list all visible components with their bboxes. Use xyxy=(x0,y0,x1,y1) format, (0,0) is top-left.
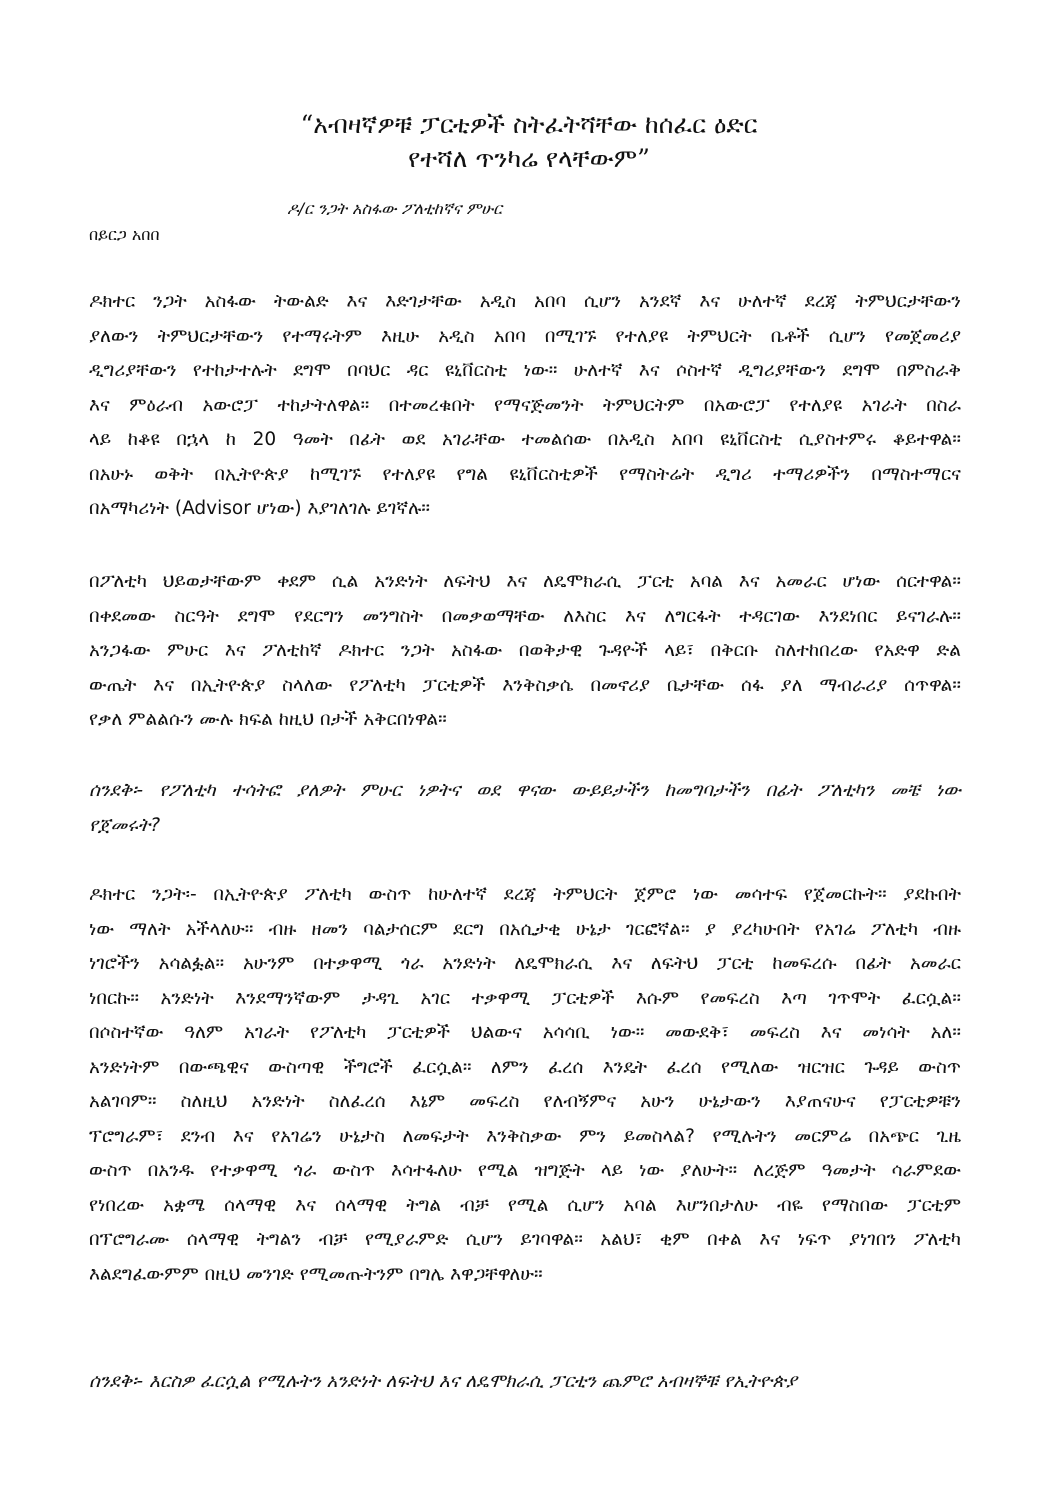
byline: በይርጋ አበበ xyxy=(89,225,160,244)
article-title-line-1: “አብዛኛዎቹ ፓርቲዎች ስትፈትሻቸው ከሰፈር ዕድር xyxy=(300,110,758,139)
paragraph-line: የጀመሩት? xyxy=(89,814,161,836)
article-title-line-2: የተሻለ ጥንካሬ የላቸውም” xyxy=(408,144,650,173)
author-caption: ዶ/ር ንጋት አስፋው ፖለቲከኛና ምሁር xyxy=(287,199,502,218)
paragraph-line: አንጋፋው ምሁር እና ፖለቲከኛ ዶክተር ንጋት አስፋው በወቅታዊ ጉዳዮች ላይ፣ በቅርቡ ስለተከበረው የአድዋ ድል xyxy=(89,640,961,661)
intro-paragraph xyxy=(89,285,961,527)
paragraph-line: በፖለቲካ ህይወታቸውም ቀደም ሲል አንድነት ለፍትህ እና ለዴሞክራሲ ፓርቲ አባል እና አመራር ሆነው ሰርተዋል። xyxy=(89,571,961,592)
paragraph-line: በአሁኑ ወቅት በኢትዮጵያ ከሚገኙ የተለያዩ የግል ዩኒቨርስቲዎች የማስትሬት ዲግሪ ተማሪዎችን በማስተማርና xyxy=(89,463,961,485)
answer-paragraph xyxy=(89,878,961,1292)
paragraph-line: ዶክተር ንጋት፡- በኢትዮጵያ ፖለቲካ ውስጥ ከሁለተኛ ደረጃ ትምህርት ጀምሮ ነው መሳተፍ የጀመርኩት። ያደኩበት xyxy=(89,884,961,905)
paragraph-line: የነበረው አቋሜ ሰላማዊ እና ሰላማዊ ትግል ብቻ የሚል ሲሆን አባል እሆንበታለሁ ብዬ የማስበው ፓርቲም xyxy=(89,1194,961,1216)
background-paragraph xyxy=(89,565,961,738)
paragraph-line: ነው ማለት አችላለሁ። ብዙ ዘመን ባልታሰርም ደርግ በአሲታቂ ሁኔታ ገርፎኛል። ያ ያረካሁበት የአገሬ ፖለቲካ ብዙ xyxy=(89,918,961,940)
paragraph-line: ነበርኩ። አንድነት እንደማንኛውም ታዳጊ አገር ተቃዋሚ ፓርቲዎች እሱም የመፍረስ እጣ ገጥሞት ፈርሷል። xyxy=(89,987,961,1009)
paragraph-line: በቀደመው ስርዓት ደግሞ የደርግን መንግስት በመቃወማቸው ለእስር እና ለግርፋት ተዳርገው እንደነበር ይናገራሉ። xyxy=(89,605,961,627)
paragraph-line: በፕሮግራሙ ሰላማዊ ትግልን ብቻ የሚያራምድ ሲሆን ይገባዋል። አልህ፣ ቂም በቀል እና ነፍጥ ያነገበን ፖለቲካ xyxy=(89,1229,961,1250)
paragraph-line: ላይ ከቆዩ በኋላ ከ 20 ዓመት በፊት ወደ አገራቸው ተመልሰው በአዲስ አበባ ዩኒቨርስቲ ሲያስተምሩ ቆይተዋል። xyxy=(89,429,961,450)
paragraph-line: ሰንደቅ፡- እርስዎ ፈርሷል የሚሉትን አንድነት ለፍትህ እና ለዴሞክራሲ ፓርቲን ጨምሮ አብዛኞቹ የኢትዮጵያ xyxy=(89,1371,797,1392)
paragraph-line: አልገባም። ስለዚህ አንድነት ስለፈረሰ እኔም መፍረስ የለብኝምና አሁን ሁኔታውን እያጠናሁና የፓርቲዎቹን xyxy=(89,1091,961,1112)
question-paragraph xyxy=(89,1365,961,1400)
paragraph-line: ውጤት እና በኢትዮጵያ ስላለው የፖለቲካ ፓርቲዎች እንቅስቃሴ በመኖሪያ ቤታቸው ሰፋ ያለ ማብራሪያ ሰጥዋል። xyxy=(89,674,961,696)
paragraph-line: ሰንደቅ፡- የፖለቲካ ተሳትፎ ያለዎት ምሁር ነዎትና ወደ ዋናው ውይይታችን ከመግባታችን በፊት ፖለቲካን መቼ ነው xyxy=(89,780,961,801)
question-paragraph xyxy=(89,774,961,843)
paragraph-line: ነገሮችን አሳልፏል። አሁንም በተቃዋሚ ጎራ አንድነት ለዴሞክራሲ እና ለፍትህ ፓርቲ ከመፍረሱ በፊት አመራር xyxy=(89,953,961,974)
paragraph-line: ዲግሪያቸውን የተከታተሉት ደግሞ በባህር ዳር ዩኒቨርስቲ ነው። ሁለተኛ እና ሶስተኛ ዲግሪያቸውን ደግሞ በምስራቅ xyxy=(89,360,961,381)
paragraph-line: የቃለ ምልልሱን ሙሉ ክፍል ከዚህ በታች አቅርበነዋል። xyxy=(89,709,447,730)
paragraph-line: ፕሮግራም፣ ደንብ እና የአገሬን ሁኔታስ ለመፍታት እንቅስቃው ምን ይመስላል? የሚሉትን መርምሬ በአጭር ጊዜ xyxy=(89,1125,961,1147)
paragraph-line: እልደግፈውምም በዚህ መንገድ የሚመጡትንም በግሌ እዋጋቸዋለሁ። xyxy=(89,1263,543,1285)
paragraph-line: በአማካሪነት (Advisor ሆነው) እያገለገሉ ይገኛሉ። xyxy=(89,498,430,519)
paragraph-line: ያለውን ትምህርታቸውን የተማሩትም እዚሁ አዲስ አበባ በሚገኙ የተለያዩ ትምህርት ቤቶች ሲሆን የመጀመሪያ xyxy=(89,325,961,347)
paragraph-line: አንድነትም በውጫዊና ውስጣዊ ችግሮች ፈርሷል። ለምን ፈረሰ እንዴት ፈረሰ የሚለው ዝርዝር ጉዳይ ውስጥ xyxy=(89,1056,961,1078)
paragraph-line: ዶክተር ንጋት አስፋው ትውልድ እና እድገታቸው አዲስ አበባ ሲሆን አንደኛ እና ሁለተኛ ደረጃ ትምህርታቸውን xyxy=(89,291,961,312)
paragraph-line: ውስጥ በአንዱ የተቃዋሚ ጎራ ውስጥ እሳተፋለሁ የሚል ዝግጅት ላይ ነው ያለሁት። ለረጅም ዓመታት ሳራምደው xyxy=(89,1160,961,1181)
paragraph-line: በሶስተኛው ዓለም አገራት የፖለቲካ ፓርቲዎች ህልውና አሳሳቢ ነው። መውደቅ፣ መፍረስ እና መነሳት አለ። xyxy=(89,1022,961,1043)
paragraph-line: እና ምዕራብ አውሮፓ ተከታትለዋል። በተመረቁበት የማናጅመንት ትምህርትም በአውሮፓ የተለያዩ አገራት በስራ xyxy=(89,394,961,416)
